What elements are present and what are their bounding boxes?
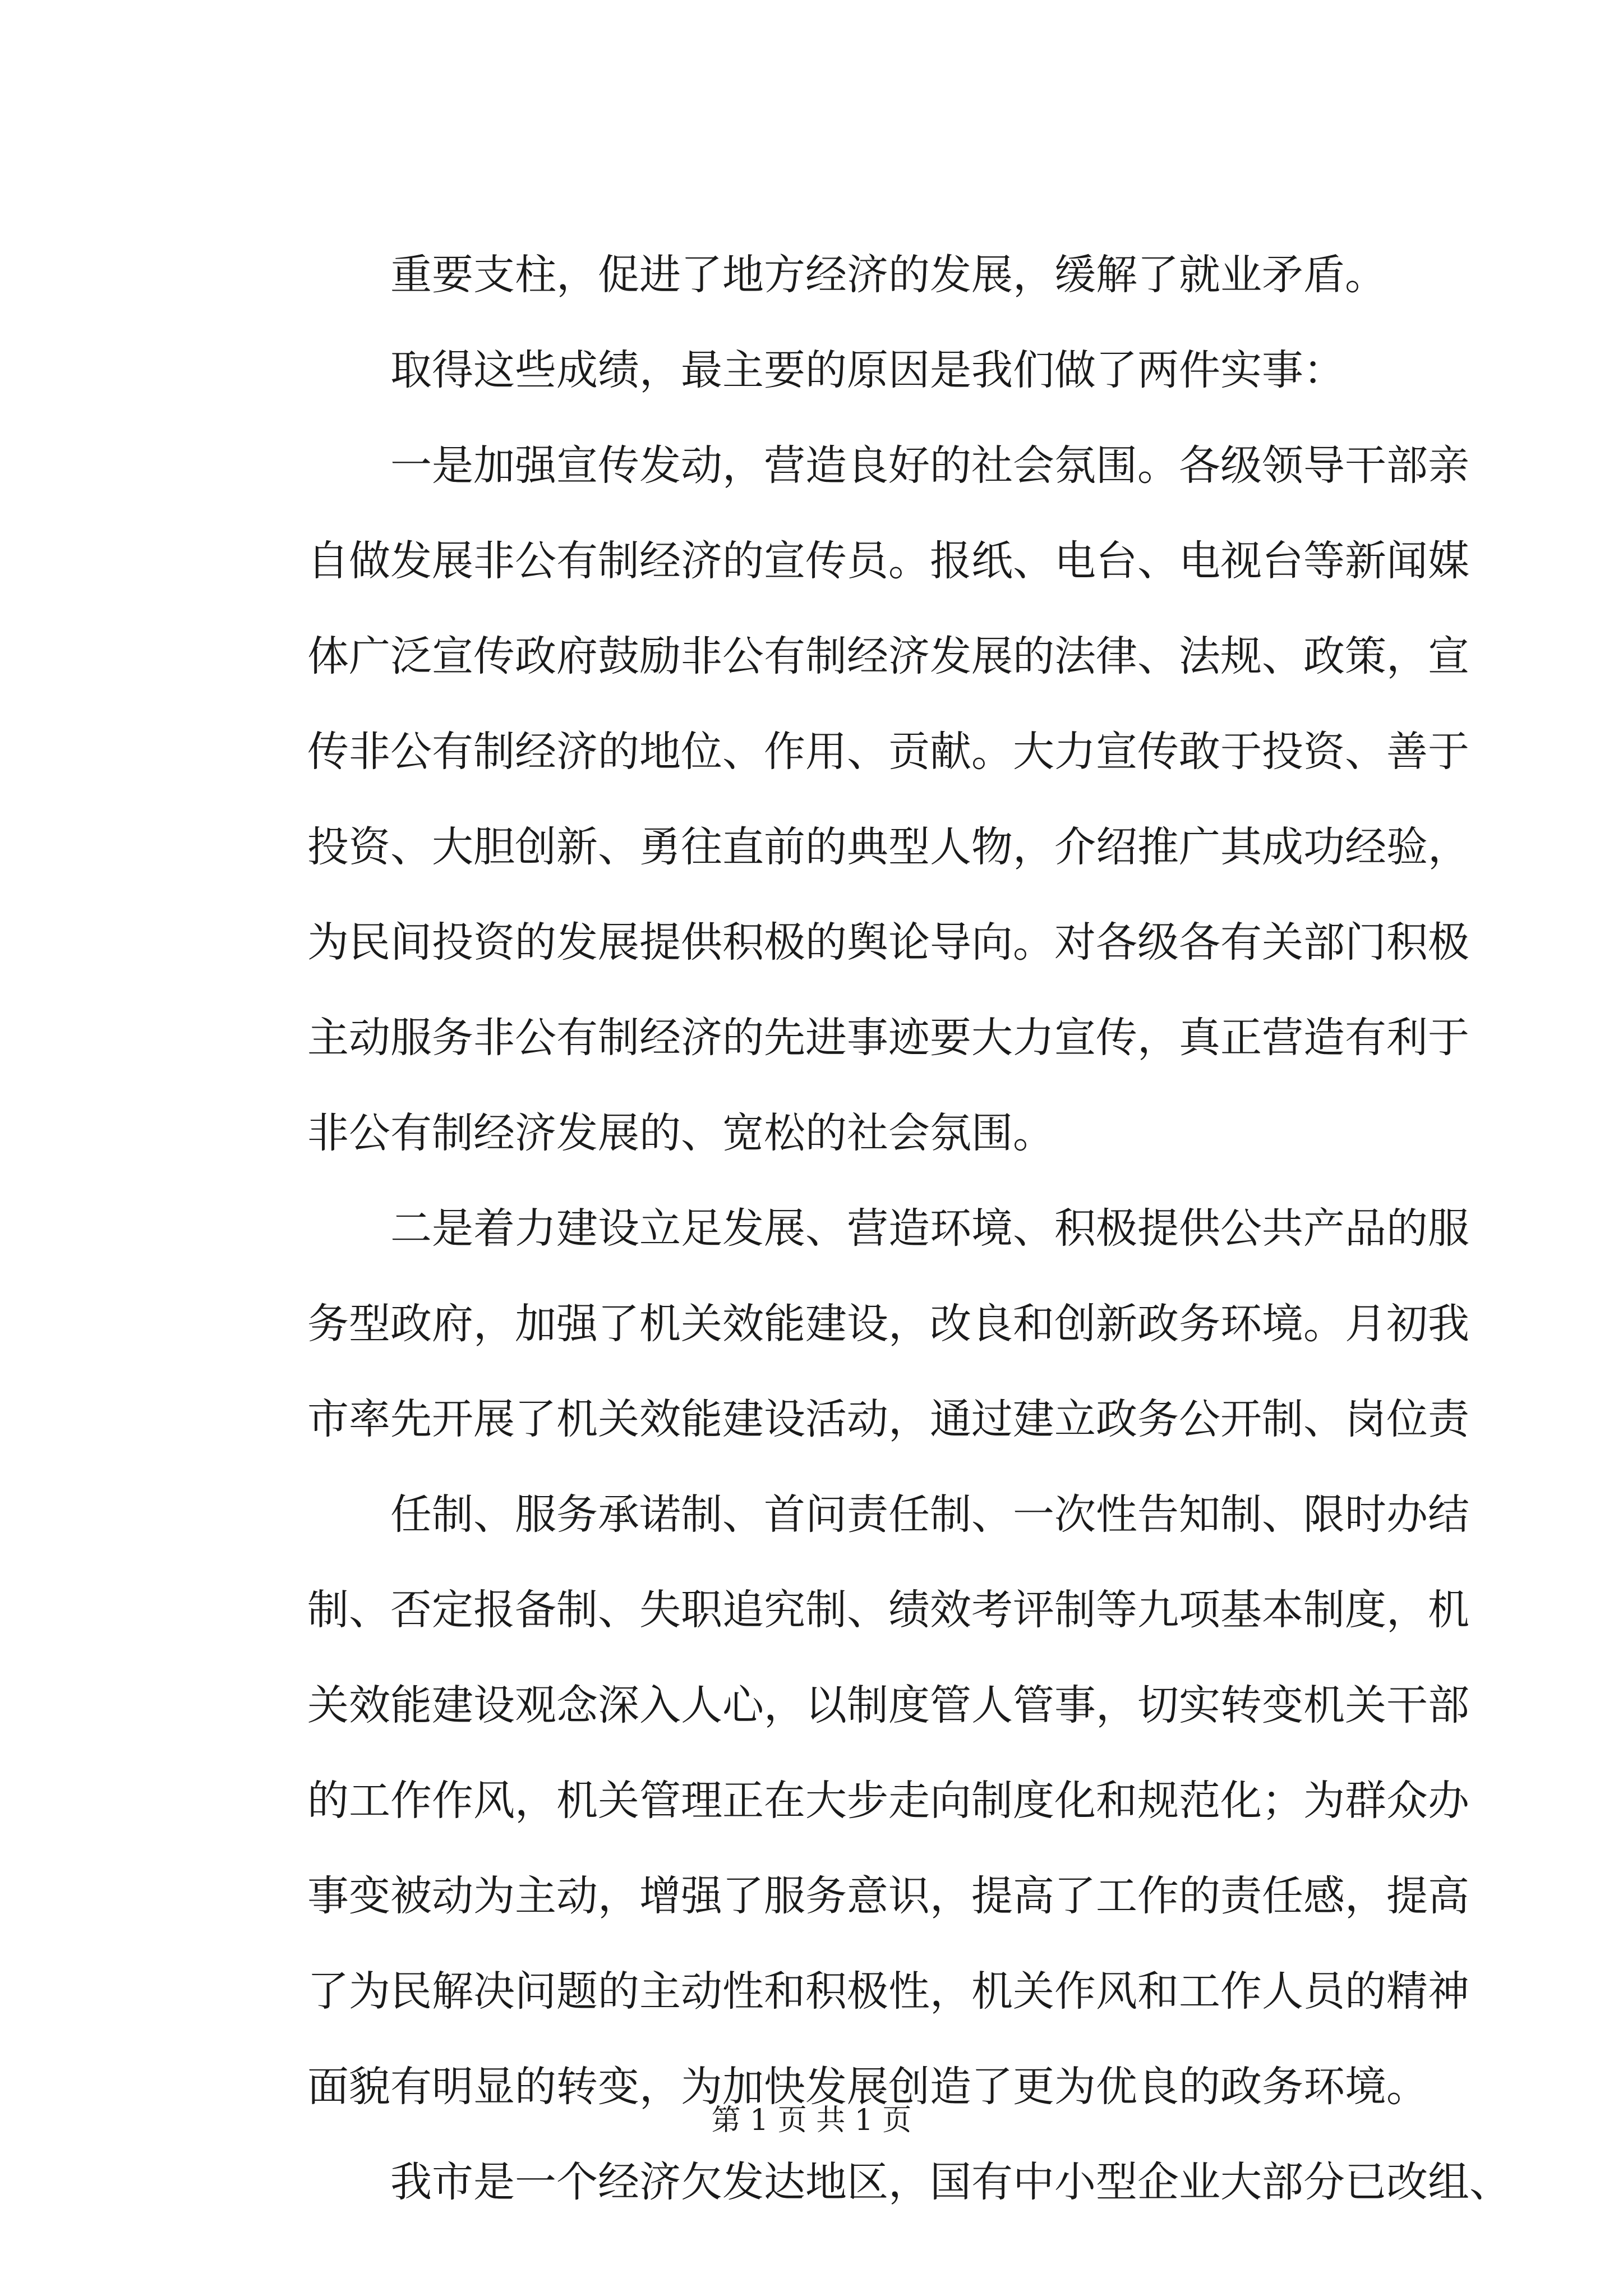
text-line: 主动服务非公有制经济的先进事迹要大力宣传，真正营造有利于 xyxy=(307,1014,1469,1062)
text-line: 市率先开展了机关效能建设活动，通过建立政务公开制、岗位责 xyxy=(307,1395,1469,1443)
text-line: 为民间投资的发展提供积极的舆论导向。对各级各有关部门积极 xyxy=(307,918,1469,967)
text-line: 面貌有明显的转变，为加快发展创造了更为优良的政务环境。 xyxy=(307,2063,1428,2111)
text-line: 的工作作风，机关管理正在大步走向制度化和规范化；为群众办 xyxy=(307,1777,1469,1825)
text-line: 关效能建设观念深入人心，以制度管人管事，切实转变机关干部 xyxy=(307,1681,1469,1729)
text-line: 务型政府，加强了机关效能建设，改良和创新政务环境。月初我 xyxy=(307,1300,1469,1348)
text-line: 自做发展非公有制经济的宣传员。报纸、电台、电视台等新闻媒 xyxy=(307,537,1469,585)
text-line: 投资、大胆创新、勇往直前的典型人物，介绍推广其成功经验， xyxy=(307,823,1469,871)
text-line: 一是加强宣传发动，营造良好的社会氛围。各级领导干部亲 xyxy=(390,441,1469,490)
text-line: 体广泛宣传政府鼓励非公有制经济发展的法律、法规、政策，宣 xyxy=(307,632,1469,680)
text-line: 取得这些成绩，最主要的原因是我们做了两件实事： xyxy=(390,346,1345,394)
text-line: 制、否定报备制、失职追究制、绩效考评制等九项基本制度，机 xyxy=(307,1586,1469,1634)
text-line: 我市是一个经济欠发达地区，国有中小型企业大部分已改组、 xyxy=(390,2158,1511,2206)
page-footer: 第 1 页 共 1 页 xyxy=(711,2104,912,2137)
text-line: 非公有制经济发展的、宽松的社会氛围。 xyxy=(307,1109,1054,1157)
text-line: 事变被动为主动，增强了服务意识，提高了工作的责任感，提高 xyxy=(307,1872,1469,1920)
document-body xyxy=(307,227,1511,2230)
text-line: 二是着力建设立足发展、营造环境、积极提供公共产品的服 xyxy=(390,1204,1469,1253)
text-line: 任制、服务承诺制、首问责任制、一次性告知制、限时办结 xyxy=(390,1490,1469,1539)
text-line: 重要支柱，促进了地方经济的发展，缓解了就业矛盾。 xyxy=(390,251,1386,299)
text-line: 了为民解决问题的主动性和积极性，机关作风和工作人员的精神 xyxy=(307,1967,1469,2016)
text-line: 传非公有制经济的地位、作用、贡献。大力宣传敢于投资、善于 xyxy=(307,728,1469,776)
